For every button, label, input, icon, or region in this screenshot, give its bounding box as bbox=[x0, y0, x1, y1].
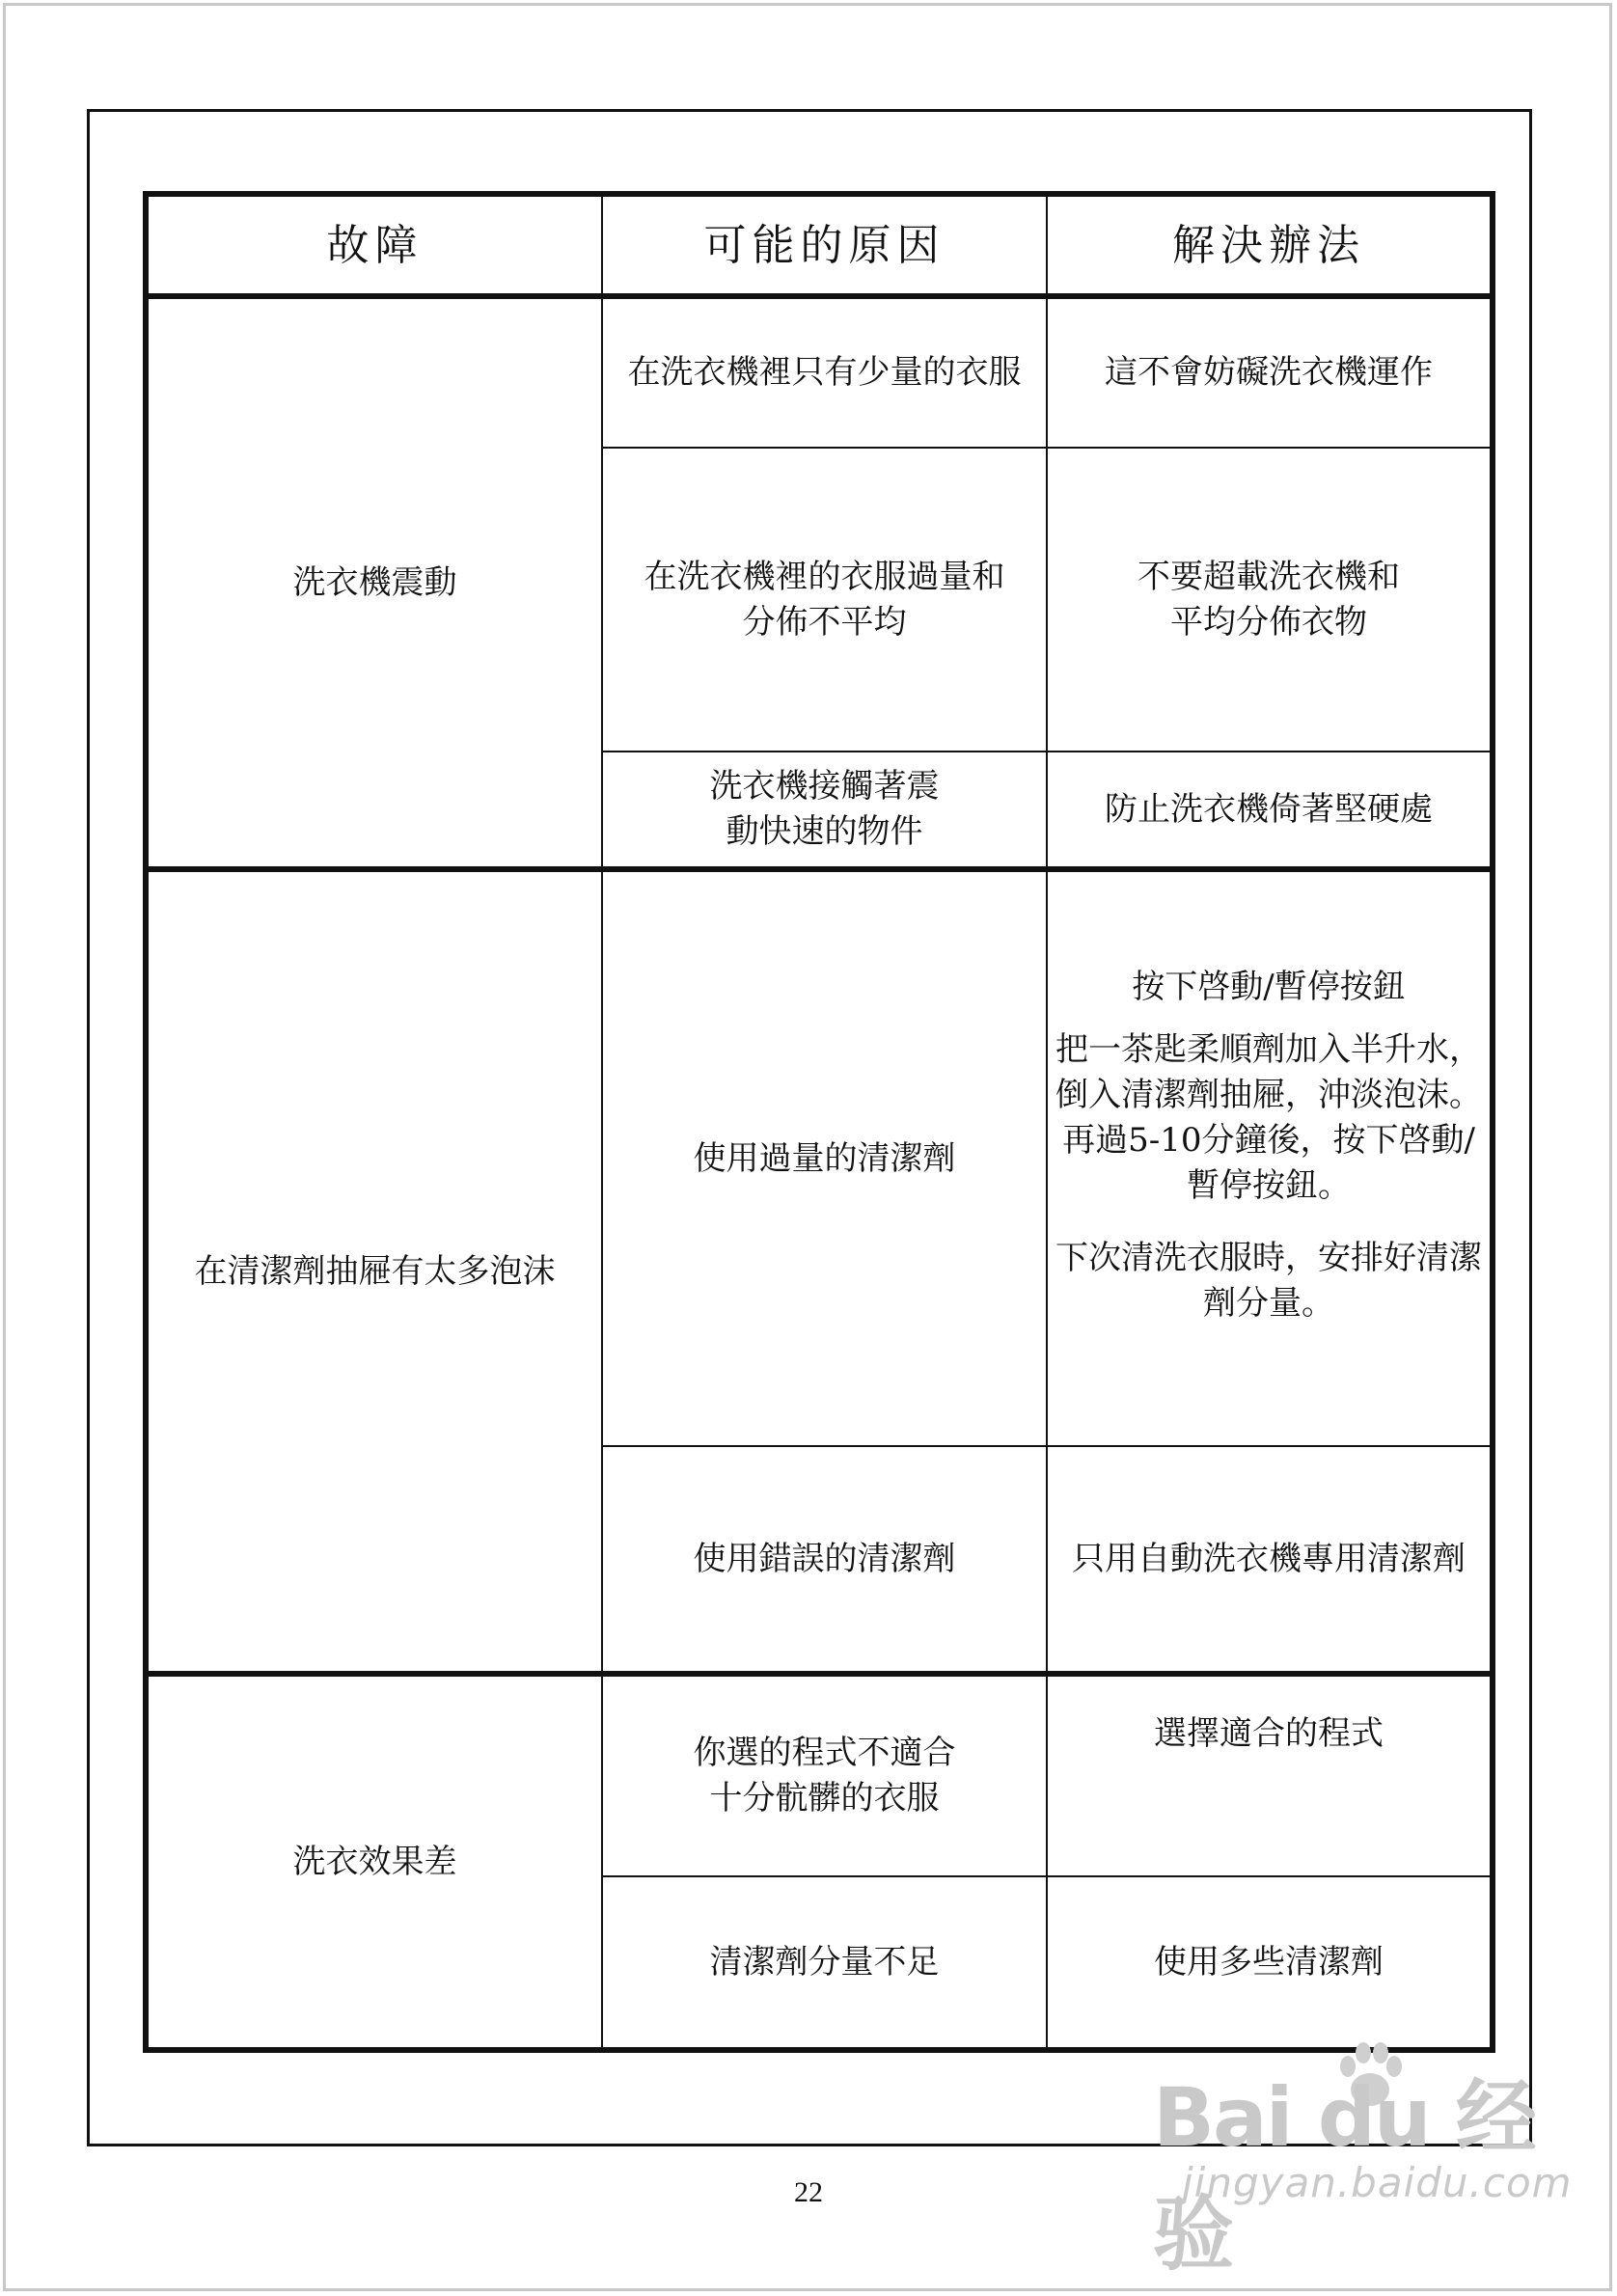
table-row bbox=[146, 869, 1493, 1446]
problem-cell: 在清潔劑抽屜有太多泡沫 bbox=[146, 869, 602, 1674]
header-solution: 解決辦法 bbox=[1047, 194, 1493, 296]
cause-cell bbox=[602, 752, 1047, 869]
header-cause: 可能的原因 bbox=[602, 194, 1047, 296]
cause-cell: 使用錯誤的清潔劑 bbox=[602, 1446, 1047, 1674]
cause-cell bbox=[602, 1674, 1047, 1876]
solution-paragraph: 把一茶匙柔順劑加入半升水，倒入清潔劑抽屜，沖淡泡沫。再過5-10分鐘後，按下啓動/暫停按鈕。 bbox=[1055, 1029, 1482, 1205]
solution-cell: 使用多些清潔劑 bbox=[1047, 1876, 1493, 2050]
solution-paragraph: 按下啓動/暫停按鈕 bbox=[1132, 967, 1406, 1006]
solution-cell bbox=[1047, 869, 1493, 1446]
watermark bbox=[1153, 2053, 1573, 2282]
cause-cell: 使用過量的清潔劑 bbox=[602, 869, 1047, 1446]
cause-line: 十分骯髒的衣服 bbox=[709, 1779, 940, 1818]
solution-cell: 選擇適合的程式 bbox=[1047, 1674, 1493, 1876]
table-row bbox=[146, 296, 1493, 448]
cause-line: 分佈不平均 bbox=[742, 602, 907, 642]
cause-line: 洗衣機接觸著震 bbox=[709, 767, 940, 806]
cause-line: 你選的程式不適合 bbox=[693, 1734, 956, 1772]
header-row bbox=[146, 194, 1493, 296]
problem-cell: 洗衣效果差 bbox=[146, 1674, 602, 2050]
table-row bbox=[146, 1674, 1493, 1876]
watermark-url: jingyan.baidu.com bbox=[1182, 2159, 1573, 2206]
cause-line: 動快速的物件 bbox=[726, 812, 923, 851]
cause-cell bbox=[602, 448, 1047, 752]
solution-cell bbox=[1047, 448, 1493, 752]
solution-cell: 這不會妨礙洗衣機運作 bbox=[1047, 296, 1493, 448]
cause-line: 在洗衣機裡的衣服過量和 bbox=[644, 557, 1005, 596]
header-problem: 故障 bbox=[146, 194, 602, 296]
solution-line: 平均分佈衣物 bbox=[1170, 602, 1367, 642]
solution-paragraph: 下次清洗衣服時，安排好清潔劑分量。 bbox=[1055, 1238, 1482, 1323]
problem-cell: 洗衣機震動 bbox=[146, 296, 602, 869]
cause-cell: 在洗衣機裡只有少量的衣服 bbox=[602, 296, 1047, 448]
solution-line: 不要超載洗衣機和 bbox=[1137, 557, 1400, 596]
troubleshooting-table bbox=[143, 191, 1495, 2053]
solution-cell: 只用自動洗衣機專用清潔劑 bbox=[1047, 1446, 1493, 1674]
solution-cell: 防止洗衣機倚著堅硬處 bbox=[1047, 752, 1493, 869]
cause-cell: 清潔劑分量不足 bbox=[602, 1876, 1047, 2050]
page-number: 22 bbox=[794, 2176, 823, 2208]
watermark-brand: Bai du 经验 bbox=[1153, 2070, 1535, 2282]
